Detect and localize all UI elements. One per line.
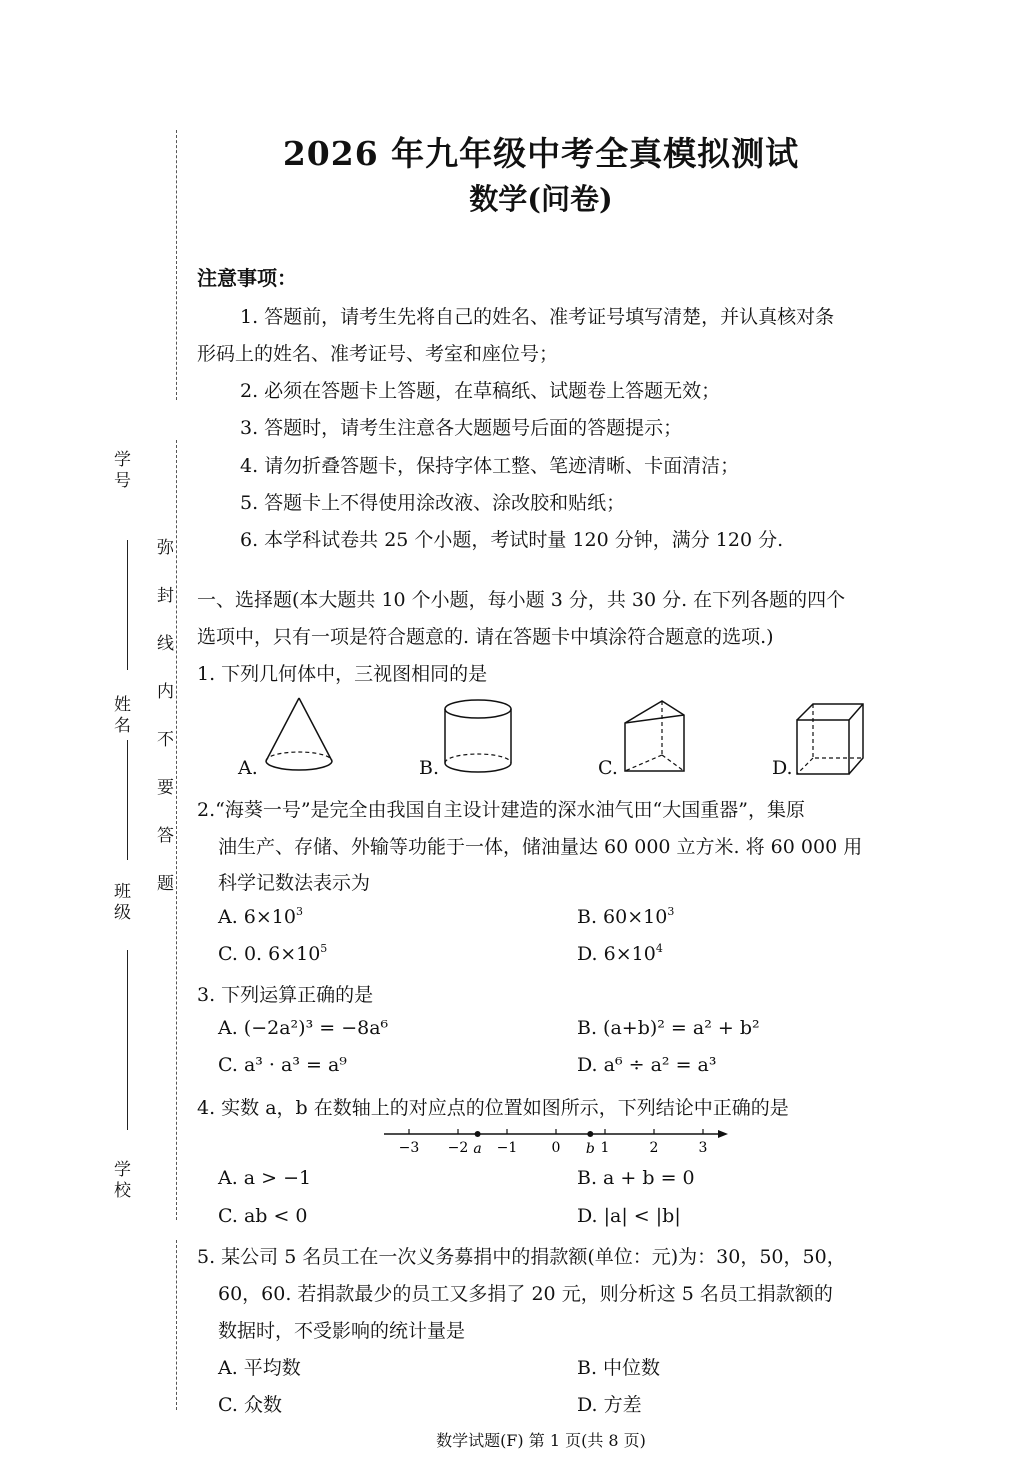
binding-line-bottom bbox=[176, 1240, 177, 1410]
axis-tick-label: 1 bbox=[600, 1140, 610, 1156]
note-item: 6. 本学科试卷共 25 个小题，考试时量 120 分钟，满分 120 分. bbox=[240, 529, 784, 551]
q4-option-d: D. |a| < |b| bbox=[577, 1205, 681, 1227]
page-footer: 数学试题(F) 第 1 页(共 8 页) bbox=[436, 1431, 646, 1450]
q2-option-c: C. 0. $6\times 10^5$ bbox=[218, 942, 328, 965]
class-underline bbox=[127, 740, 128, 860]
student-no-label: 学号 bbox=[110, 450, 130, 492]
q4-stem: 4. 实数 a，b 在数轴上的对应点的位置如图所示，下列结论中正确的是 bbox=[197, 1097, 789, 1119]
note-item: 2. 必须在答题卡上答题，在草稿纸、试题卷上答题无效； bbox=[240, 380, 721, 402]
seal-warning: 弥封线内不要答题 bbox=[153, 538, 173, 922]
q5-option-b: B. 中位数 bbox=[577, 1357, 661, 1379]
axis-tick-label: 3 bbox=[698, 1140, 708, 1156]
point-b-marker bbox=[587, 1131, 593, 1137]
cone-icon bbox=[262, 695, 337, 780]
q5-stem-cont: 60，60. 若捐款最少的员工又多捐了 20 元，则分析这 5 名员工捐款额的 bbox=[218, 1283, 833, 1305]
point-a-marker bbox=[475, 1131, 481, 1137]
axis-tick-label: 0 bbox=[551, 1140, 561, 1156]
q1-option-a-label: A. bbox=[238, 757, 258, 779]
exam-subtitle: 数学(问卷) bbox=[469, 182, 613, 216]
number-line bbox=[380, 1122, 732, 1162]
q1-option-d-label: D. bbox=[772, 757, 793, 779]
axis-arrow-icon bbox=[718, 1130, 728, 1138]
q3-stem: 3. 下列运算正确的是 bbox=[197, 984, 374, 1006]
axis-tick-label: −3 bbox=[398, 1140, 420, 1156]
name-label: 姓名 bbox=[110, 695, 130, 737]
point-a-label: a bbox=[473, 1141, 482, 1157]
note-item: 形码上的姓名、准考证号、考室和座位号； bbox=[197, 343, 559, 365]
q3-option-d: D. a⁶ ÷ a² = a³ bbox=[577, 1054, 717, 1076]
q1-option-c-label: C. bbox=[598, 757, 618, 779]
q3-option-c: C. a³ · a³ = a⁹ bbox=[218, 1054, 347, 1076]
exam-title: 2026 年九年级中考全真模拟测试 bbox=[282, 134, 800, 173]
point-b-label: b bbox=[585, 1141, 595, 1157]
q3-option-b: B. (a+b)² = a² + b² bbox=[577, 1017, 760, 1039]
axis-tick-label: −1 bbox=[496, 1140, 518, 1156]
axis-tick-label: −2 bbox=[447, 1140, 469, 1156]
class-label: 班级 bbox=[110, 882, 130, 924]
q2-stem: 2.“海葵一号”是完全由我国自主设计建造的深水油气田“大国重器”，集原 bbox=[197, 799, 805, 821]
binding-line-middle bbox=[176, 440, 177, 1220]
q2-option-a: A. $6\times 10^3$ bbox=[218, 905, 303, 928]
q2-option-d: D. $6\times 10^4$ bbox=[577, 942, 663, 965]
note-item: 5. 答题卡上不得使用涂改液、涂改胶和贴纸； bbox=[240, 492, 626, 514]
q5-stem-cont: 数据时，不受影响的统计量是 bbox=[218, 1320, 466, 1342]
cube-icon bbox=[793, 700, 867, 780]
q1-stem: 1. 下列几何体中，三视图相同的是 bbox=[197, 663, 488, 685]
note-item: 1. 答题前，请考生先将自己的姓名、准考证号填写清楚，并认真核对条 bbox=[240, 306, 835, 328]
note-item: 3. 答题时，请考生注意各大题题号后面的答题提示； bbox=[240, 417, 683, 439]
q5-option-a: A. 平均数 bbox=[218, 1357, 301, 1379]
school-underline bbox=[127, 950, 128, 1130]
school-label: 学校 bbox=[110, 1160, 130, 1202]
q2-option-b: B. $60\times 10^3$ bbox=[577, 905, 675, 928]
cylinder-icon bbox=[442, 697, 517, 779]
notes-heading: 注意事项： bbox=[197, 266, 297, 290]
q5-option-c: C. 众数 bbox=[218, 1394, 282, 1416]
name-underline bbox=[127, 540, 128, 670]
note-item: 4. 请勿折叠答题卡，保持字体工整、笔迹清晰、卡面清洁； bbox=[240, 455, 740, 477]
triangular-prism-icon bbox=[620, 697, 690, 779]
q2-stem-cont: 油生产、存储、外输等功能于一体，储油量达 60 000 立方米. 将 60 000 用 bbox=[218, 836, 863, 858]
section-heading: 一、选择题(本大题共 10 个小题，每小题 3 分，共 30 分. 在下列各题的四个 bbox=[197, 589, 846, 611]
q5-option-d: D. 方差 bbox=[577, 1394, 642, 1416]
q4-option-c: C. ab < 0 bbox=[218, 1205, 308, 1227]
section-heading-cont: 选项中，只有一项是符合题意的. 请在答题卡中填涂符合题意的选项.) bbox=[197, 626, 774, 648]
q4-option-b: B. a + b = 0 bbox=[577, 1167, 695, 1189]
q3-option-a: A. (−2a²)³ = −8a⁶ bbox=[218, 1017, 389, 1039]
q1-option-b-label: B. bbox=[419, 757, 440, 779]
axis-tick-label: 2 bbox=[649, 1140, 659, 1156]
q2-stem-cont: 科学记数法表示为 bbox=[218, 872, 371, 894]
q5-stem: 5. 某公司 5 名员工在一次义务募捐中的捐款额(单位：元)为：30，50，50， bbox=[197, 1246, 846, 1268]
q4-option-a: A. a > −1 bbox=[218, 1167, 312, 1189]
